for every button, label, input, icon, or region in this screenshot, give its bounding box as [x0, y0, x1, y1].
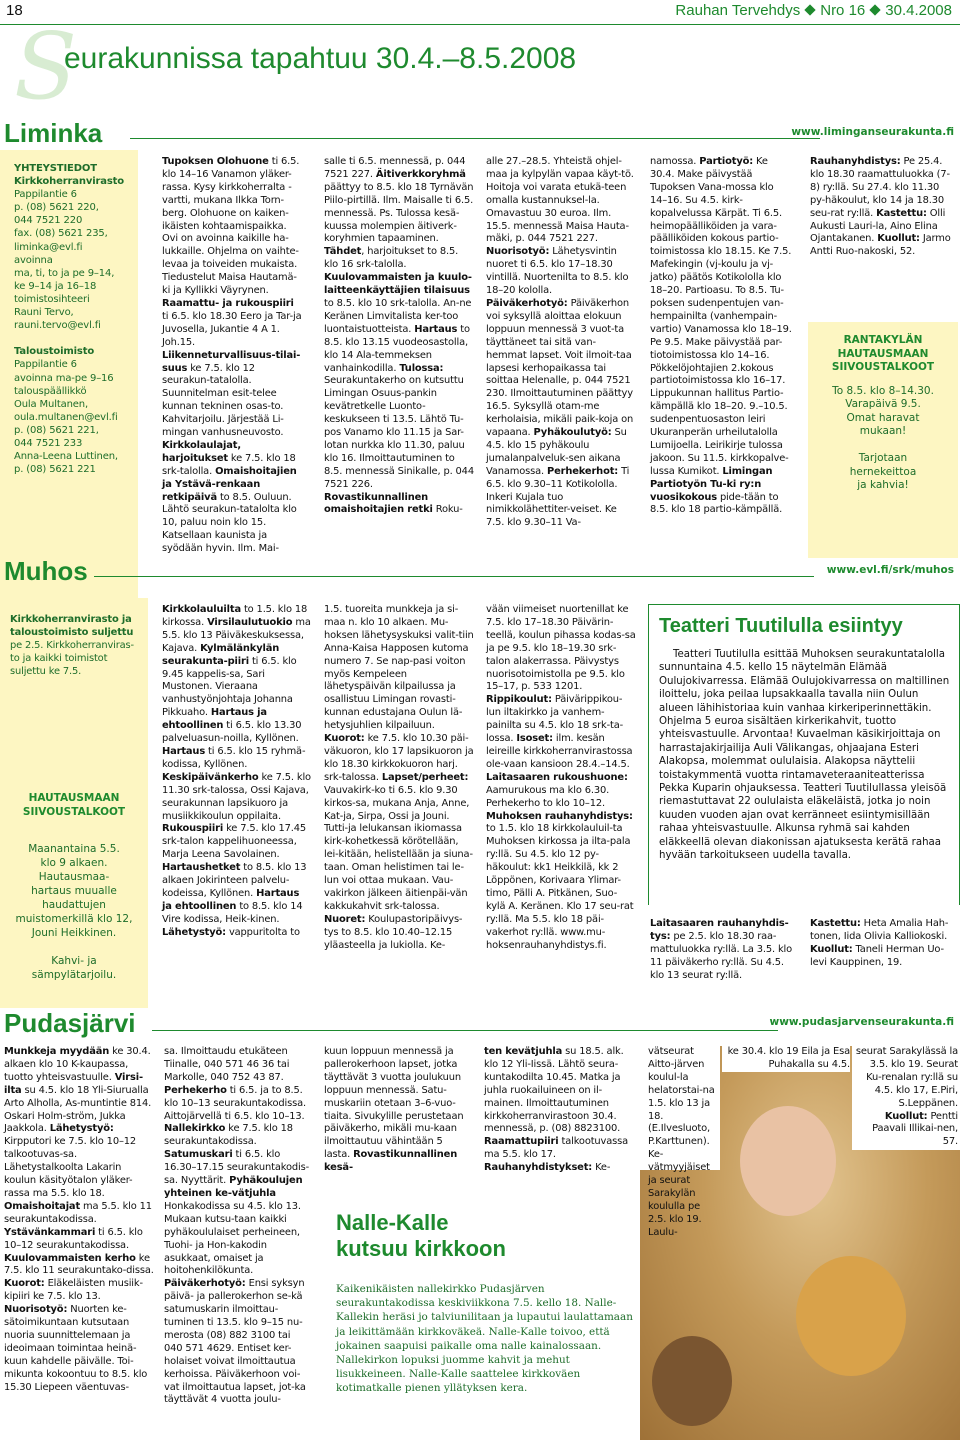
- teddy-bear: [652, 1336, 732, 1426]
- theatre-article: [648, 604, 960, 905]
- nalle-title: [336, 1210, 636, 1262]
- pudasjarvi-col-6: seurat Sarakylässä la 3.5. klo 19. Seurat Ku-renalan ry:llä su 4.5. klo 17, E.Piri, S.Leppänen. Kuollut: Pentti Paavali Illikai-nen, 57.: [855, 1046, 958, 1148]
- text-line: liminka@evl.fi: [14, 241, 83, 253]
- section-rule: [94, 576, 814, 577]
- text-line: kutsuu kirkkoon: [336, 1236, 506, 1261]
- text-line: toimistosihteeri: [14, 293, 90, 305]
- pudasjarvi-col-6-first: ke 30.4. klo 19 Eila ja Esa Puhakalla su 4.5.: [722, 1046, 850, 1072]
- issue-number: Nro 16: [820, 2, 866, 19]
- office-notice: Kirkkoherranvirasto ja taloustoimisto suljettu pe 2.5. Kirkkoherranviras-to ja kaikki toimistot suljettu ke 7.5.: [10, 614, 134, 677]
- text-line: RANTAKYLÄN: [843, 334, 923, 346]
- text-line: [14, 332, 138, 345]
- box-text: [0, 842, 148, 982]
- text-line: fax. (08) 5621 235,: [14, 228, 108, 240]
- text-line: HAUTAUSMAAN: [837, 347, 929, 360]
- text-line: p. (08) 5621 221,: [14, 424, 99, 436]
- text-line: sämpylätarjoilu.: [31, 969, 117, 981]
- muhos-notice-box: [0, 598, 148, 1008]
- muhos-url[interactable]: www.evl.fi/srk/muhos: [826, 564, 954, 576]
- text-line: talouspäällikkö: [14, 385, 87, 397]
- text-line: klo 9 alkaen.: [40, 857, 108, 869]
- text-line: ja kahvia!: [857, 479, 909, 491]
- diamond-icon: [870, 4, 881, 15]
- text-line: 044 7521 233: [14, 437, 83, 449]
- text-line: Omat haravat: [846, 411, 920, 424]
- section-title-liminka: Liminka: [4, 118, 103, 148]
- headline-initial: S: [14, 13, 78, 120]
- text-line: p. (08) 5621 220,: [14, 202, 99, 214]
- pudasjarvi-col-4: ten kevätjuhla su 18.5. alk. klo 12 Yli-Iissä. Lähtö seura-kuntakodilta 10.45. Matka ja juhla ruokailuineen on il-mainen. Ilmoittautuminen kirkkoherranvirastoon 30.4. mennessä, p. (08) 8823100. Raamattupiiri talkootuvassa ma 5.5. klo 17. Rauhanyhdistykset: Ke-: [484, 1046, 629, 1174]
- nalle-body: Kaikenikäisten nallekirkko Pudasjärven seurakuntakodissa keskiviikkona 7.5. kello 18. Nalle-Kallekin heräsi jo talviunilitaan ja lupautui laulattamaan ja leikittämään kirkkoväkeä. Nalle-Kalle toivoo, että jokainen saapuisi paikalle oma nalle kainalossaan. Nallekirkon lopuksi juomme kahvit ja mehut lisukkeineen. Nalle-Kalle saattelee kirkkoväen kotimatkalle pienen yllätyksen kera.: [336, 1283, 633, 1395]
- pudasjarvi-col-5: vätseurat Aitto-järven koulul-la helatorstai-na 1.5. klo 13 ja 18. (E.Ilvesluoto, P.Karttunen). Ke-vätmyyjäiset ja seurat Sarakylän koululla pe 2.5. klo 19. Laulu-: [648, 1046, 715, 1238]
- text-line: Tarjotaan: [858, 452, 908, 464]
- liminka-col-5: Rauhanyhdistys: Pe 25.4. klo 18.30 raamattuluokka (7-8) ry:llä. Su 27.4. klo 11.30 py-häkoulut, klo 14 ja 18.30 seu-rat ry:llä. Kastettu: Olli Aukusti Lauri-la, Aino Elina Ojantakanen. Kuollut: Jarmo Antti Ruo-nakoski, 52.: [810, 156, 951, 258]
- text-line: Pappilantie 6: [14, 359, 77, 371]
- diamond-icon: [805, 4, 816, 15]
- text-line: Jouni Heikkinen.: [31, 927, 117, 939]
- muhos-bottom-right: Kastettu: Heta Amalia Hah-tonen, Iida Olivia Kalliokoski. Kuollut: Taneli Herman Uo-levi Kauppinen, 19.: [810, 918, 949, 968]
- text-line: Anna-Leena Luttinen,: [14, 451, 118, 463]
- liminka-contact-box: [0, 150, 138, 598]
- teddy-bear: [796, 1256, 906, 1376]
- text-line: ma, ti, to ja pe 9–14,: [14, 267, 115, 279]
- liminka-col-3: alle 27.–28.5. Yhteistä ohjel-maa ja kylpylän vapaa käyt-tö. Hoitoja voi varata etukä-teen omalla kustannuksel-la. Omavastuu 30 euroa. Ilm. 15.5. mennessä Maisa Hauta-mäki, p. 044 7521 227. Nuorisotyö: Lähetysvintin nuoret ti 6.5. klo 17–18.30 vintillä. Nuortenilta to 8.5. klo 18–20 kololla. Päiväkerhotyö: Päiväkerhon voi syksyllä aloittaa elokuun loppuun mennessä 3 vuot-ta täyttäneet tai sitä van-hemmat lapset. Voit ilmoit-taa lapsesi kerhopaikassa tai soittaa Helenalle, p. 044 7521 230. Ilmoittautuminen päättyy 16.5. Syksyllä otam-me kerholaisia, mikäli paik-koja on vapaana. Pyhäkoulutyö: Su 4.5. klo 15 pyhäkoulu jumalanpalveluk-sen aikana Vanamossa. Perhekerhot: Ti 6.5. klo 9.30–11 Kotikololla. Inkeri Kujala tuo nimikkolähettiter-veiset. Ke 7.5. klo 9.30–11 Va-: [486, 156, 634, 529]
- text-line: To 8.5. klo 8–14.30.: [832, 384, 934, 397]
- nalle-kalle-article: [336, 1210, 636, 1438]
- section-rule: [152, 1030, 778, 1031]
- masthead: [675, 2, 952, 19]
- section-rule: [130, 138, 820, 139]
- muhos-col-3: vään viimeiset nuortenillat ke 7.5. klo 17–18.30 Päivärin-teellä, koulun pihassa kodas-sa ja pe 9.5. klo 18–19.30 srk-talon alakerrassa. Päivystys nuorisotoimistolla pe 9.5. klo 15–17, p. 533 1201. Rippikoulut: Päivärippikou-lun iltakirkko ja vanhem-painilta su 4.5. klo 18 srk-ta-lossa. Isoset: ilm. kesän leireille kirkkoherranvirastossa ole-vaan kansioon 28.4.–14.5. Laitasaaren rukoushuone: Aamurukous ma klo 6.30. Perhekerho to klo 10–12. Muhoksen rauhanyhdistys: to 1.5. klo 18 kirkkolauluil-ta Muhoksen kirkossa ja ilta-pala ry:llä. Su 4.5. klo 12 py-häkoulut: kk1 Heikkilä, kk 2 Löppönen, Korivaara Ylimar-timo, Pälli A. Pitkänen, Suo-kylä A. Keränen. Klo 17 seu-rat ry:llä. Ma 5.5. klo 18 päi-vakerhot ry:llä. www.mu-hoksenrauhanyhdistys.fi.: [486, 604, 636, 951]
- text-line: avoinna ma-pe 9–16: [14, 372, 114, 384]
- text-line: ke 9–14 ja 16–18: [14, 280, 97, 292]
- face: [740, 1106, 836, 1216]
- text-line: haudattujen: [42, 899, 106, 911]
- text-line: Rauni Tervo,: [14, 307, 74, 319]
- text-line: hernekeittoa: [849, 465, 917, 478]
- theatre-body: Teatteri Tuutilulla esittää Muhoksen seurakuntatalolla sunnuntaina 4.5. kello 15 näytelmän Elämää Oulujokivarressa. Elämää Oulujokivarressa on maltillinen iloittelu, joka peilaa lupsakkaalla tavalla niin Oulun alueen lähihistoriaa kuin vanhaa kirkeriperinnettäkin. Ohjelma 5 euroa sisältäen kirkerikahvit, tuotto yhteisvastuulle. Arvontaa! Kuvaelman käsikirjoittaja on harrastajakirjailija Auli Välikangas, ohjaajana Esteri Alakopsa, molemmat oululaisia. Alakopsa näyttelii toistakymmentä vuotta rintamaveteraaniteatterissa Pekka Kuparin ohjauksessa. Teatteri Tuutilullassa yleisöä riemastuttavat 22 oululaista eläkeläistä, jotka jo noin kuuden vuoden ajan ovat kerränneet esiintymisillään rahaa yhteisvastuulle. Alkunsa ryhmä sai kahden eläkkeellä olevan diakonissan ajatuksesta kerätä rahaa hyvään tarkoitukseen uudella tavalla.: [659, 649, 950, 862]
- headline-text: eurakunnissa tapahtuu 30.4.–8.5.2008: [64, 42, 577, 75]
- text-line: Hautausmaa-: [38, 871, 110, 883]
- box-title: [0, 792, 148, 819]
- rantakyla-box: [808, 322, 958, 558]
- pudasjarvi-url[interactable]: www.pudasjarvenseurakunta.fi: [769, 1016, 954, 1028]
- text-line: hartaus muualle: [31, 885, 117, 897]
- liminka-col-4: namossa. Partiotyö: Ke 30.4. Make päivystää Tupoksen Vana-mossa klo 14–16. Su 4.5. kirk-kopalvelussa Kärpät. Ti 6.5. heimopäälliköiden ja vara-päälliköiden kokous partio-toimistossa klo 18.15. Ke 7.5. Mafekingin (vj-koulu ja vj-jatko) päätös Kotikololla klo 18–20. Partioasu. To 8.5. Tu-poksen sudenpentujen van-hempainilta (vanhempain-vartio) Vanamossa klo 18–19. Pe 9.5. Make päivystää par-tiotoimistossa klo 14–16. Pökkelöjohtajien 2.kokous partiotoimistossa klo 16–17. Lippukunnan hallitus Partio-kämpällä klo 18–20. 9.–10.5. sudenpentuosaston leiri Ukuranperän urheilutalolla Lumijoella. Leirikirje tulossa jakoon. Su 11.5. kirkkopalve-lussa Kumikot. Limingan Partiotyön Tu-ki ry:n vuosikokous pide-tään to 8.5. klo 18 partio-kämpällä.: [650, 156, 792, 516]
- issue-date: 30.4.2008: [885, 2, 952, 19]
- pudasjarvi-col-1: Munkkeja myydään ke 30.4. alkaen klo 10 K-kaupassa, tuotto yhteisvastuulle. Virsi-ilta su 4.5. klo 18 Yli-Siurualla Arto Alholla, As-muntintie 814. Oskari Holm-ström, Jukka Jaakkola. Lähetystyö: Kirpputori ke 7.5. klo 10–12 talkootuvas-sa. Lähetystalkoolta Lakarin koulun käsityötalon yläker-rassa ma 5.5. klo 18. Omaishoitajat ma 5.5. klo 11 seurakuntakodissa. Ystävänkammari ti 6.5. klo 10–12 seurakuntakodissa. Kuulovammaisten kerho ke 7.5. klo 11 seurakuntako-dissa. Kuorot: Eläkeläisten musiik-kipiiri ke 7.5. klo 13. Nuorisotyö: Nuorten ke-sätoimikuntaan kutsutaan nuoria suunnittelemaan ja ideoimaan toimintaa heinä-kuun kahdelle päivälle. Toi-mikunta kokoontuu to 8.5. klo 15.30 Liepeen väentuvas-: [4, 1046, 154, 1393]
- text-line: p. (08) 5621 221: [14, 464, 96, 476]
- text-line: 044 7521 220: [14, 215, 83, 227]
- box-title: [808, 322, 958, 375]
- theatre-title: Teatteri Tuutilulla esiintyy: [659, 615, 903, 637]
- text-line: Nalle-Kalle: [336, 1210, 449, 1235]
- text-line: YHTEYSTIEDOT: [14, 163, 97, 174]
- contact-info: [0, 150, 138, 476]
- text-line: Taloustoimisto: [14, 346, 95, 358]
- text-line: SIIVOUSTALKOOT: [22, 805, 126, 818]
- text-line: muistomerkillä klo 12,: [15, 913, 133, 925]
- text-line: rauni.tervo@evl.fi: [14, 320, 101, 332]
- header-rule: [0, 24, 960, 25]
- muhos-col-2: 1.5. tuoreita munkkeja ja si-maa n. klo 10 alkaen. Mu-hoksen lähetysyskuksi valit-tiin Anna-Kaisa Happosen kutoma numero 7. Se nap-pasi voiton myös Kempeleen lähetyspäivän kilpailussa ja osallistuu Limingan rovasti-kunnan edustajana Oulun lä-hetysjuhlien kilpailuun. Kuorot: ke 7.5. klo 10.30 päi-väkuoron, klo 17 lapsikuoron ja klo 18.30 kirkkokuoron harj. srk-talossa. Lapset/perheet: Vauvakirk-ko ti 6.5. klo 9.30 kirkos-sa, mukana Anja, Anne, Kat-ja, Sirpa, Ossi ja Jouni. Tutti-ja lelukansan ikiomassa kirk-kohetkessä körötellään, lei-kitään, helistellään ja siuna-taan. Oman helistimen tai le-lun voi ottaa mukaan. Vau-vakirkon jälkeen äitienpäi-vän kakkukahvit srk-talossa. Nuoret: Koulupastoripäivys-tys to 8.5. klo 10.40–12.15 yläasteella ja lukiolla. Ke-: [324, 604, 474, 951]
- text-line: avoinna: [14, 254, 53, 266]
- text-line: mukaan!: [859, 425, 907, 437]
- liminka-col-1: Tupoksen Olohuone ti 6.5. klo 14–16 Vanamon yläker-rassa. Kysy kirkkoherralta -vartti, mukana Ilkka Torn-berg. Olohuone on kaiken-ikäisten kohtaamispaikka. Ovi on avoinna kaikille ha-lukkaille. Ohjelma on vaihte-levaa ja toiveiden mukaista. Tiedustelut Maisa Hautamä-ki ja Kyllikki Väyrynen. Raamattu- ja rukouspiiri ti 6.5. klo 18.30 Eero ja Tar-ja Juvosella, Jukantie 4 A 1. Joh.15. Liikenneturvallisuus-tilai-suus ke 7.5. klo 12 seurakun-tatalolla. Suunnitelman esit-telee kunnan tekninen osas-to. Kahvitarjoilu. Järjestää Li-mingan vanhusneuvosto. Kirkkolaulajat, harjoitukset ke 7.5. klo 18 srk-talolla. Omaishoitajien ja Ystävä-renkaan retkipäivä to 8.5. Ouluun. Lähtö seurakun-tatalolta klo 10, paluu noin klo 15. Katsellaan kaunista ja syödään hyvin. Ilm. Mai-: [162, 156, 302, 555]
- section-title-pudasjarvi: Pudasjärvi: [4, 1008, 136, 1038]
- page-number: 18: [6, 2, 23, 19]
- section-title-muhos: Muhos: [4, 556, 88, 586]
- text-line: HAUTAUSMAAN: [28, 792, 120, 804]
- text-line: oula.multanen@evl.fi: [14, 411, 118, 423]
- muhos-bottom-left: Laitasaaren rauhanyhdis-tys: pe 2.5. klo 18.30 raa-mattuluokka ry:llä. La 3.5. klo 11 päiväkerho ry:llä. Su 4.5. klo 13 seurat ry:llä.: [650, 918, 793, 981]
- text-line: Varapäivä 9.5.: [845, 398, 921, 410]
- muhos-col-1: Kirkkolauluilta to 1.5. klo 18 kirkossa. Virsilaulutuokio ma 5.5. klo 13 Päiväkeskuksessa, Kajava. Kylmälänkylän seurakunta-piiri ti 6.5. klo 9.45 kappelis-sa, Sari Mustonen. Vieraana vanhustyönjohtaja Johanna Pikkuaho. Hartaus ja ehtoollinen ti 6.5. klo 13.30 palveluasun-noilla, Kyllönen. Hartaus ti 6.5. klo 15 ryhmä-kodissa, Kyllönen. Keskipäivänkerho ke 7.5. klo 11.30 srk-talossa, Ossi Kajava, seurakunnan lapsikuoro ja musiikkikoulun oppilaita. Rukouspiiri ke 7.5. klo 17.45 srk-talon kappelihuoneessa, Marja Leena Savolainen. Hartaushetket to 8.5. klo 13 alkaen Jokirinteen palvelu-kodeissa, Kyllönen. Hartaus ja ehtoollinen to 8.5. klo 14 Vire kodissa, Heik-kinen. Lähetystyö: vappuritolta to: [162, 604, 311, 938]
- page-headline: [14, 13, 714, 120]
- text-line: [808, 439, 958, 453]
- text-line: [0, 940, 148, 954]
- publication-name: Rauhan Tervehdys: [675, 2, 801, 19]
- text-line: Maanantaina 5.5.: [28, 843, 120, 855]
- text-line: SIIVOUSTALKOOT: [831, 361, 935, 373]
- box-text: [808, 375, 958, 493]
- text-line: Kahvi- ja: [51, 955, 97, 967]
- liminka-url[interactable]: www.liminganseurakunta.fi: [791, 126, 954, 138]
- liminka-col-2: salle ti 6.5. mennessä, p. 044 7521 227. Äitiverkkoryhmä päättyy to 8.5. klo 18 Tyrnävän Piilo-pirtillä. Ilm. Maisalle ti 6.5. mennessä. Ps. Tulossa kesä-kuussa molempien äitiverk-koryhmien tapaaminen. Tähdet, harjoitukset to 8.5. klo 16 srk-talolla. Kuulovammaisten ja kuulo-laitteenkäyttäjien tilaisuus to 8.5. klo 10 srk-talolla. An-ne Keränen Limvitalista ker-too luontaistuotteista. Hartaus to 8.5. klo 13.15 vuodeosastolla, klo 14 Ala-temmeksen vanhainkodilla. Tulossa: Seurakuntakerho on kutsuttu Limingan Osuus-pankin kevätretkelle Luonto-keskukseen ti 13.5. Lähtö Tu-pos Vanamo klo 11.15 ja Sar-lotan nurkka klo 11.30, paluu klo 16. Ilmoittautuminen to 8.5. mennessä Sinikalle, p. 044 7521 226. Rovastikunnallinen omaishoitajien retki Roku-: [324, 156, 474, 516]
- pudasjarvi-col-2: sa. Ilmoittaudu etukäteen Tiinalle, 040 571 46 36 tai Markolle, 040 752 43 87. Perhekerho ti 6.5. ja to 8.5. klo 10–13 seurakuntakodissa. Aittojärvellä ti 6.5. klo 10–13. Nallekirkko ke 7.5. klo 18 seurakuntakodissa. Satumuskari ti 6.5. klo 16.30–17.15 seurakuntakodis-sa. Nyyttärit. Pyhäkoulujen yhteinen ke-vätjuhla Honkakodissa su 4.5. klo 13. Mukaan kutsu-taan kaikki pyhäkoululaiset perheineen, Tuohi- ja Hon-kakodin asukkaat, omaiset ja hoitohenkilökunta. Päiväkerhotyö: Ensi syksyn päivä- ja pallerokerhon se-kä satumuskarin ilmoittau-tuminen ti 13.5. klo 9–15 nu-merosta (08) 882 3100 tai 040 571 4629. Entiset ker-holaiset voivat ilmoittautua kerhoissa. Päiväkerhoon voi-vat ilmoittautua lapset, jot-ka täyttävät 4 vuotta joulu-: [164, 1046, 309, 1406]
- text-line: Oula Multanen,: [14, 398, 88, 410]
- text-line: Pappilantie 6: [14, 189, 77, 201]
- text-line: Kirkkoherranvirasto: [14, 176, 125, 188]
- pudasjarvi-col-3: kuun loppuun mennessä ja pallerokerhoon lapset, jotka täyttävät 3 vuotta joulukuun loppuun mennessä. Satu-muskariin otetaan 3–6-vuo-tiaita. Sivukylille perustetaan päiväkerho, mikäli mu-kaan ilmoittautuu vähintään 5 lasta. Rovastikunnallinen kesä-: [324, 1046, 464, 1174]
